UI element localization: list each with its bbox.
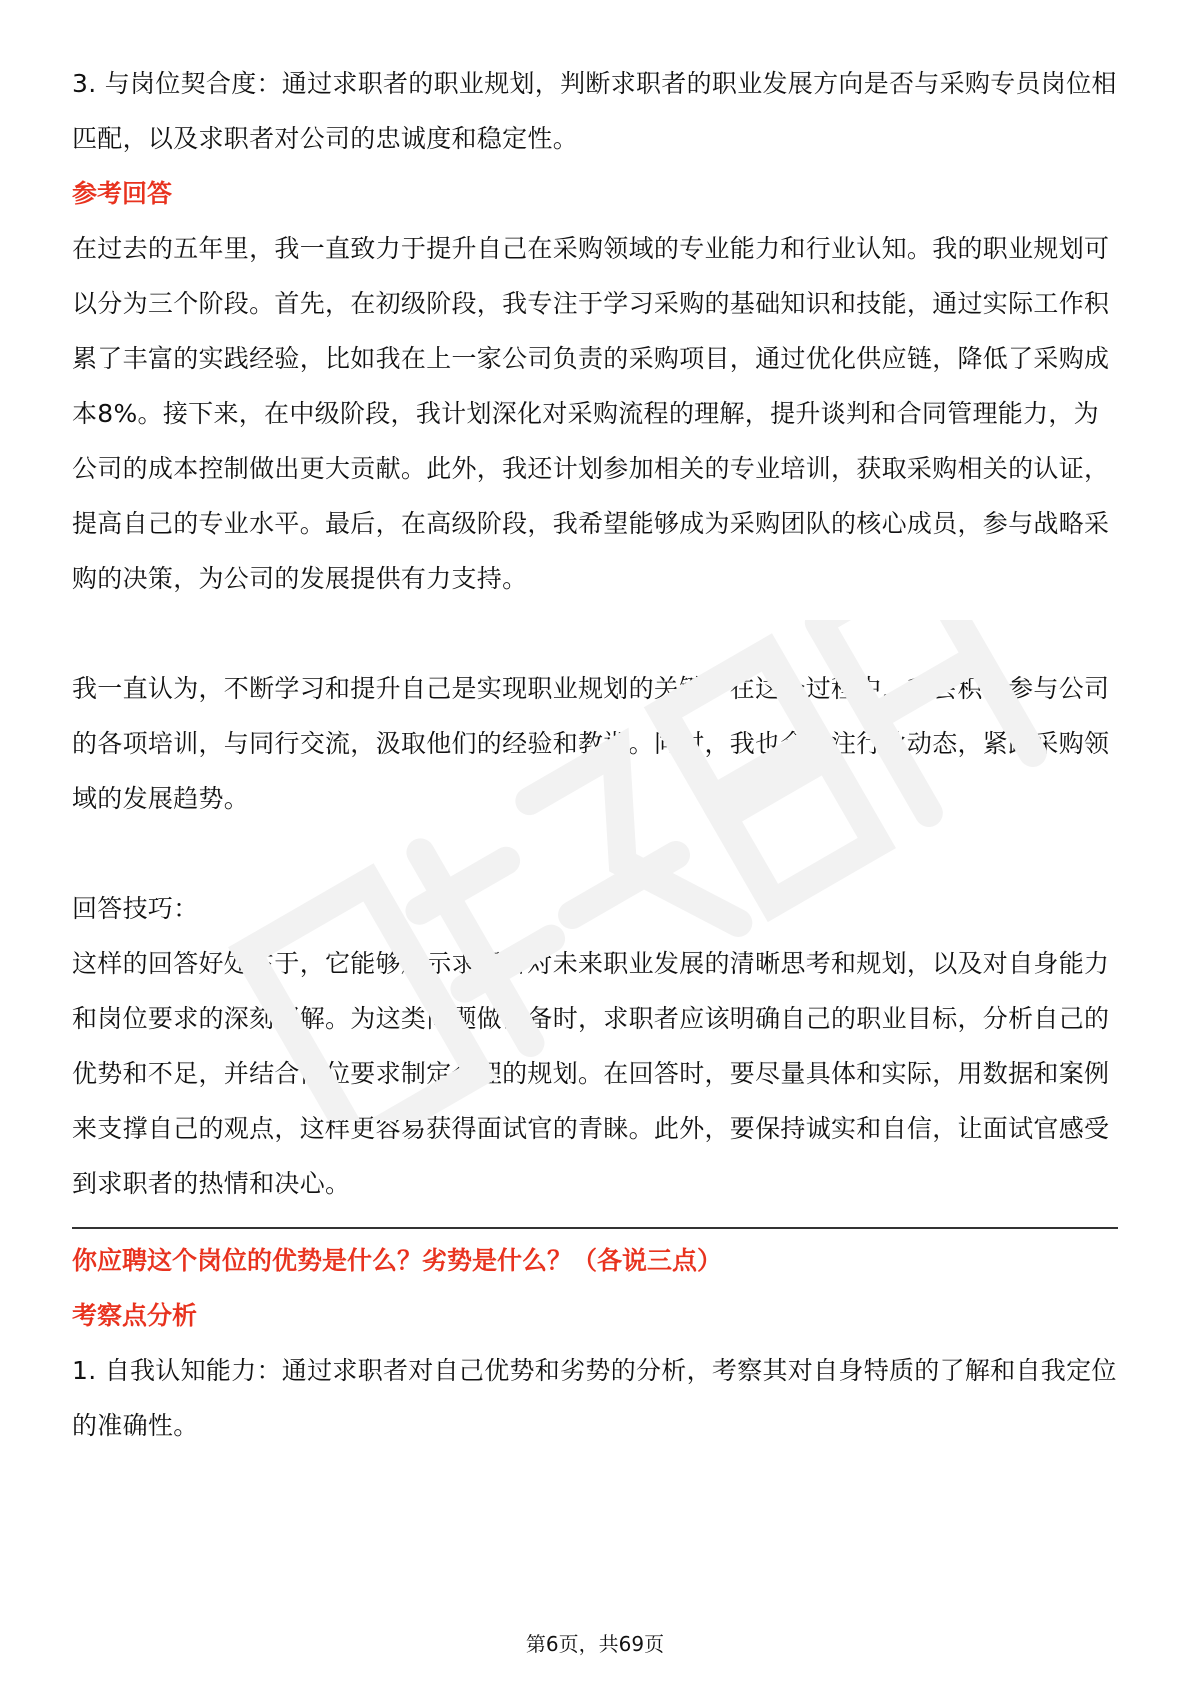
tips-text: 这样的回答好处在于，它能够展示求职者对未来职业发展的清晰思考和规划，以及对自身能力和岗位要求的深刻理解。为这类问题做准备时，求职者应该明确自己的职业目标，分析自己的优势和不足，并结合岗位要求制定合理的规划。在回答时，要尽量具体和实际，用数据和案例来支撑自己的观点，这样更容易获得面试官的青睐。此外，要保持诚实和自信，让面试官感受到求职者的热情和决心。	[72, 949, 1110, 1198]
criterion-3-text: 3. 与岗位契合度：通过求职者的职业规划，判断求职者的职业发展方向是否与采购专员岗位相匹配，以及求职者对公司的忠诚度和稳定性。	[72, 69, 1117, 153]
analysis-heading: 考察点分析	[72, 1301, 198, 1330]
answer-paragraph-2: 我一直认为，不断学习和提升自己是实现职业规划的关键。在这个过程中，我会积极参与公司的各项培训，与同行交流，汲取他们的经验和教训。同时，我也会关注行业动态，紧跟采购领域的发展趋势。	[72, 674, 1110, 813]
paragraph-spacer	[72, 606, 1118, 661]
question-2-heading: 你应聘这个岗位的优势是什么？劣势是什么？（各说三点）	[72, 1246, 723, 1275]
document-body	[72, 56, 1118, 1453]
page-number: 第6页，共69页	[525, 1632, 665, 1656]
section-divider	[72, 1227, 1118, 1229]
reference-answer-heading: 参考回答	[72, 179, 173, 208]
answer-paragraph-1: 在过去的五年里，我一直致力于提升自己在采购领域的专业能力和行业认知。我的职业规划可以分为三个阶段。首先，在初级阶段，我专注于学习采购的基础知识和技能，通过实际工作积累了丰富的实践经验，比如我在上一家公司负责的采购项目，通过优化供应链，降低了采购成本8%。接下来，在中级阶段，我计划深化对采购流程的理解，提升谈判和合同管理能力，为公司的成本控制做出更大贡献。此外，我还计划参加相关的专业培训，获取采购相关的认证，提高自己的专业水平。最后，在高级阶段，我希望能够成为采购团队的核心成员，参与战略采购的决策，为公司的发展提供有力支持。	[72, 234, 1110, 593]
tips-label: 回答技巧：	[72, 894, 199, 923]
analysis-point-1: 1. 自我认知能力：通过求职者对自己优势和劣势的分析，考察其对自身特质的了解和自我定位的准确性。	[72, 1356, 1117, 1440]
paragraph-spacer	[72, 826, 1118, 881]
